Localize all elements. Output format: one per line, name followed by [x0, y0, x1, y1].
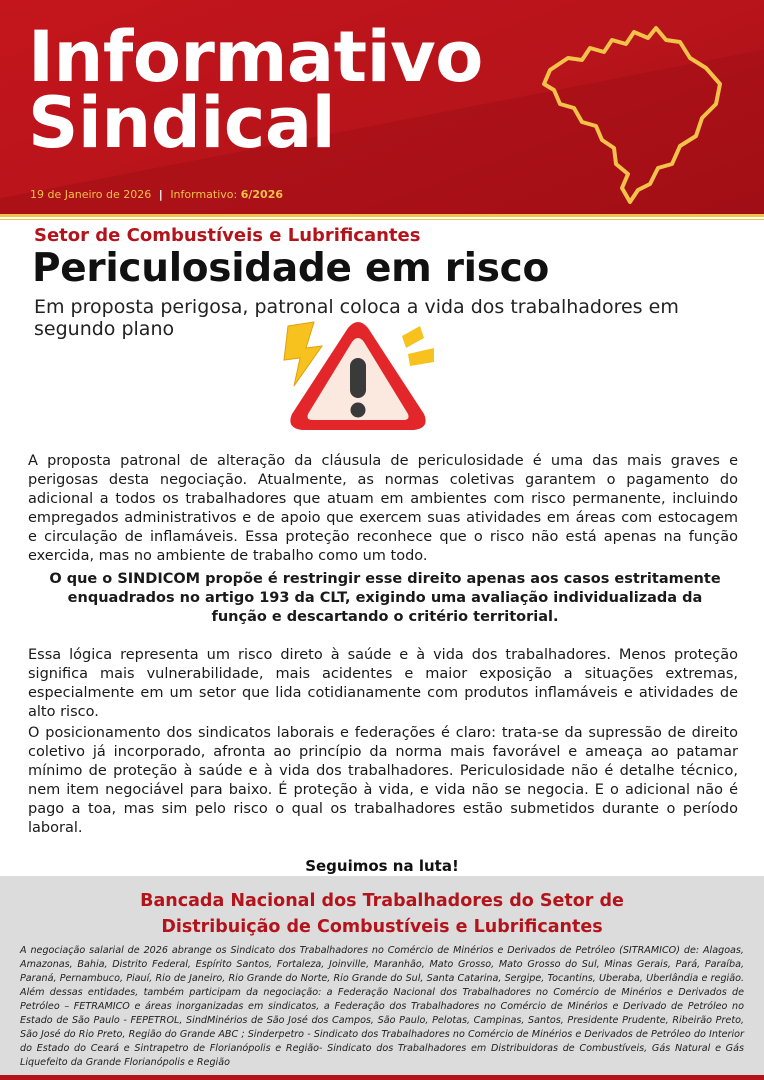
paragraph-4: O posicionamento dos sindicatos laborais e federações é claro: trata-se da supressão de direito coletivo já incorporado, afronta ao princípio da norma mais favorável e ameaça ao patamar mínimo de proteção à saúde e à vida dos trabalhadores. Periculosidade não é detalhe técnico, nem item negociável para baixo. É proteção à vida, e vida não se negocia. E o adicional não é pago a toa, mas sim pelo risco o qual os trabalhadores estão submetidos durante o período laboral.: [28, 725, 738, 836]
paragraph-3: Essa lógica representa um risco direto à saúde e à vida dos trabalhadores. Menos proteção significa mais vulnerabilidade, mais acidentes e maior exposição a situações extremas, especialmente em um setor que lida cotidianamente com produtos inflamáveis e atividades de alto risco.: [28, 647, 738, 720]
paragraph-2-highlight: O que o SINDICOM propõe é restringir esse direito apenas aos casos estritamente enquadrados no artigo 193 da CLT, exigindo uma avaliação individualizada da função e descartando o critério territorial.: [49, 571, 721, 625]
title-line-1: Informativo: [28, 16, 483, 98]
issue-label: Informativo:: [170, 188, 238, 201]
title-line-2: Sindical: [28, 82, 336, 164]
article-headline: Periculosidade em risco: [32, 246, 549, 291]
organization-line-1: Bancada Nacional dos Trabalhadores do Setor de: [140, 891, 624, 911]
issue-meta: [30, 188, 283, 201]
brazil-map-outline-icon: [530, 18, 730, 208]
organization-line-2: Distribuição de Combustíveis e Lubrificantes: [161, 917, 603, 937]
organization-name: [0, 888, 764, 940]
issue-date: 19 de Janeiro de 2026: [30, 188, 152, 201]
sector-label: Setor de Combustíveis e Lubrificantes: [34, 225, 421, 246]
issue-number: 6/2026: [240, 188, 284, 201]
newsletter-title: [28, 16, 483, 164]
meta-separator: |: [158, 188, 163, 201]
closing-slogan: Seguimos na luta!: [305, 857, 459, 875]
footer-bottom-rule: [0, 1075, 764, 1080]
warning-triangle-icon: [270, 318, 450, 434]
header-gold-rule: [0, 214, 764, 220]
article-subheadline: Em proposta perigosa, patronal coloca a vida dos trabalhadores em segundo plano: [34, 296, 679, 340]
paragraph-1: A proposta patronal de alteração da cláusula de periculosidade é uma das mais graves e perigosas desta negociação. Atualmente, as normas coletivas garantem o pagamento do adicional a todos os trabalhadores que atuam em ambientes com risco permanente, incluindo empregados administrativos e de apoio que exercem suas atividades em áreas com estocagem e circulação de inflamáveis. Essa proteção reconhece que o risco não está apenas na função exercida, mas no ambiente de trabalho como um todo.: [28, 453, 738, 564]
header-banner: [0, 0, 764, 214]
footer-panel: [0, 876, 764, 1080]
footer-note: A negociação salarial de 2026 abrange os Sindicato dos Trabalhadores no Comércio de Minérios e Derivados de Petróleo (SITRAMICO) de: Alagoas, Amazonas, Bahia, Distrito Federal, Espírito Santos, Fortaleza, Joinville, Maranhão, Mato Grosso, Mato Grosso do Sul, Minas Gerais, Pará, Paraíba, Paraná, Pernambuco, Piauí, Rio de Janeiro, Rio Grande do Norte, Rio Grande do Sul, Santa Catarina, Sergipe, Tocantins, Uberaba, Uberlândia e região. Além dessas entidades, também participam da negociação: a Federação Nacional dos Trabalhadores no Comércio de Minérios e Derivados de Petróleo – FETRAMICO e áreas inorganizadas em sindicatos, a Federação dos Trabalhadores no Comércio de Minérios e Derivado de Petróleo no Estado de São Paulo - FEPETROL, SindMinérios de São José dos Campos, São Paulo, Pelotas, Campinas, Santos, Presidente Prudente, Ribeirão Preto, São José do Rio Preto, Região do Grande ABC ; Sinderpetro - Sindicato dos Trabalhadores no Comércio de Minérios e Derivados de Petróleo do Interior do Estado do Ceará e Sintrapetro de Florianópolis e Região- Sindicato dos Trabalhadores em Distribuidoras de Combustíveis, Gás Natural e Gás Liquefeito da Grande Florianópolis e Região: [20, 945, 744, 1068]
